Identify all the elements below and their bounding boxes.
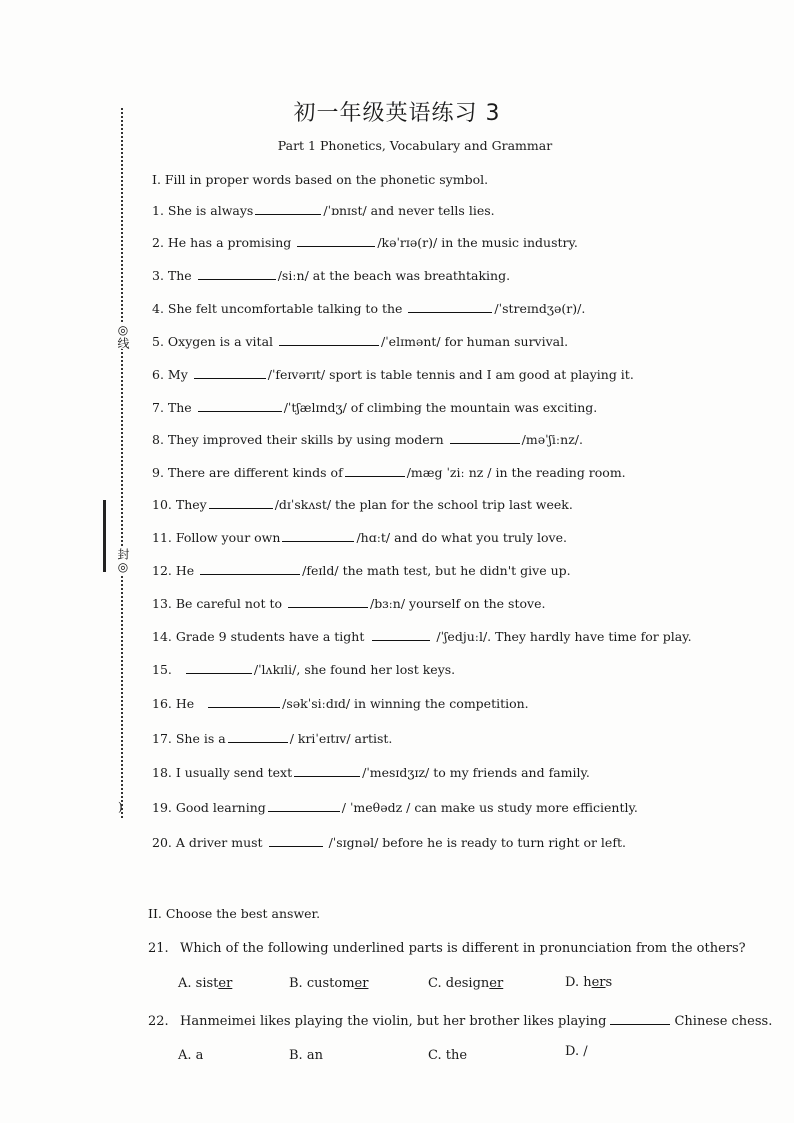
fill-item-19 <box>152 800 638 815</box>
item-prefix: 11. Follow your own <box>152 530 281 545</box>
item-suffix: /ˈɒnɪst/ and never tells lies. <box>323 203 495 218</box>
answer-blank-17[interactable] <box>228 731 288 743</box>
binding-solid-line <box>103 500 106 572</box>
question-text-end: Chinese chess. <box>674 1014 773 1029</box>
option-underlined: er <box>489 976 504 991</box>
page-subtitle: Part 1 Phonetics, Vocabulary and Grammar <box>277 138 553 153</box>
answer-blank-8[interactable] <box>450 432 520 444</box>
answer-blank-12[interactable] <box>200 563 300 575</box>
item-suffix: /ˈʃedjuːl/. They hardly have time for play. <box>436 629 692 644</box>
item-suffix: /məˈʃiːnz/. <box>521 432 583 447</box>
fill-item-11 <box>152 530 567 545</box>
section1-heading: I. Fill in proper words based on the phonetic symbol. <box>152 172 489 187</box>
answer-blank-22[interactable] <box>610 1013 670 1025</box>
item-prefix: 4. She felt uncomfortable talking to the <box>152 301 403 316</box>
option-prefix: D. h <box>565 975 592 990</box>
q21-option-c[interactable] <box>428 976 503 991</box>
answer-blank-2[interactable] <box>297 235 375 247</box>
fill-item-7 <box>152 400 597 415</box>
item-suffix: /ˈfeɪvərɪt/ sport is table tennis and I am good at playing it. <box>267 367 634 382</box>
question-text: Hanmeimei likes playing the violin, but her brother likes playing <box>180 1014 607 1029</box>
item-prefix: 6. My <box>152 367 188 382</box>
answer-blank-13[interactable] <box>288 596 368 608</box>
fill-item-14 <box>152 629 692 644</box>
item-prefix: 10. They <box>152 497 207 512</box>
item-prefix: 19. Good learning <box>152 800 266 815</box>
option-prefix: C. design <box>428 976 490 991</box>
item-suffix: /ˈtʃælɪndʒ/ of climbing the mountain was exciting. <box>283 400 598 415</box>
item-suffix: /hɑːt/ and do what you truly love. <box>356 530 567 545</box>
item-prefix: 17. She is a <box>152 731 226 746</box>
answer-blank-10[interactable] <box>209 497 273 509</box>
option-suffix: s <box>605 975 613 990</box>
answer-blank-7[interactable] <box>198 400 282 412</box>
answer-blank-14[interactable] <box>372 629 430 641</box>
item-suffix: /bɜːn/ yourself on the stove. <box>370 596 546 611</box>
question-number: 21. <box>148 941 169 956</box>
answer-blank-1[interactable] <box>255 203 321 215</box>
item-suffix: /ˈmesɪdʒɪz/ to my friends and family. <box>362 765 590 780</box>
item-prefix: 20. A driver must <box>152 835 263 850</box>
answer-blank-4[interactable] <box>408 301 492 313</box>
mcq-question-22 <box>148 1013 772 1029</box>
fill-item-1 <box>152 203 495 218</box>
item-prefix: 7. The <box>152 400 192 415</box>
item-suffix: /ˈelɪmənt/ for human survival. <box>381 334 569 349</box>
q22-option-b[interactable] <box>289 1048 323 1063</box>
option-prefix: B. an <box>289 1048 323 1063</box>
option-underlined: er <box>354 976 369 991</box>
fill-item-16 <box>152 696 529 711</box>
fill-item-2 <box>152 235 578 250</box>
item-suffix: / kriˈeɪtɪv/ artist. <box>289 731 393 746</box>
answer-blank-15[interactable] <box>186 662 252 674</box>
question-text: Which of the following underlined parts is different in pronunciation from the others? <box>180 941 746 956</box>
item-suffix: /mæg ˈziː nz / in the reading room. <box>406 465 626 480</box>
option-prefix: B. custom <box>289 976 355 991</box>
option-prefix: A. sist <box>178 976 219 991</box>
item-prefix: 9. There are different kinds of <box>152 465 343 480</box>
item-suffix: /dɪˈskʌst/ the plan for the school trip last week. <box>274 497 573 512</box>
item-prefix: 14. Grade 9 students have a tight <box>152 629 365 644</box>
fill-item-18 <box>152 765 590 780</box>
item-prefix: 18. I usually send text <box>152 765 293 780</box>
fill-item-8 <box>152 432 583 447</box>
section2-heading: II. Choose the best answer. <box>148 906 321 921</box>
answer-blank-5[interactable] <box>279 334 379 346</box>
item-suffix: /ˈlʌkɪli/, she found her lost keys. <box>253 662 456 677</box>
item-suffix: /kəˈrɪə(r)/ in the music industry. <box>377 235 578 250</box>
answer-blank-3[interactable] <box>198 268 276 280</box>
item-suffix: /ˈstreɪndʒə(r)/. <box>494 301 586 316</box>
item-prefix: 13. Be careful not to <box>152 596 283 611</box>
q22-option-d[interactable] <box>565 1044 588 1059</box>
question-number: 22. <box>148 1014 169 1029</box>
item-prefix: 2. He has a promising <box>152 235 292 250</box>
item-suffix: /səkˈsiːdɪd/ in winning the competition. <box>282 696 529 711</box>
answer-blank-9[interactable] <box>345 465 405 477</box>
fill-item-20 <box>152 835 626 850</box>
fill-item-15 <box>152 662 455 677</box>
fill-item-10 <box>152 497 573 512</box>
item-prefix: 1. She is always <box>152 203 254 218</box>
fill-item-12 <box>152 563 571 578</box>
option-underlined: er <box>218 976 233 991</box>
option-prefix: D. / <box>565 1044 588 1059</box>
q21-option-b[interactable] <box>289 976 368 991</box>
answer-blank-11[interactable] <box>282 530 354 542</box>
item-suffix: /siːn/ at the beach was breathtaking. <box>277 268 511 283</box>
item-prefix: 12. He <box>152 563 195 578</box>
q21-option-d[interactable] <box>565 975 612 990</box>
item-prefix: 8. They improved their skills by using modern <box>152 432 444 447</box>
answer-blank-20[interactable] <box>269 835 323 847</box>
mcq-question-21 <box>148 941 746 956</box>
item-prefix: 5. Oxygen is a vital <box>152 334 274 349</box>
answer-blank-18[interactable] <box>294 765 360 777</box>
q22-option-c[interactable] <box>428 1048 467 1063</box>
binding-dotted-line <box>121 108 123 818</box>
binding-label-xian: ◎线 <box>112 323 132 349</box>
fill-item-5 <box>152 334 568 349</box>
fill-item-4 <box>152 301 585 316</box>
option-underlined: er <box>591 975 606 990</box>
fill-item-17 <box>152 731 392 746</box>
fill-item-9 <box>152 465 626 480</box>
answer-blank-16[interactable] <box>208 696 280 708</box>
fill-item-13 <box>152 596 545 611</box>
option-prefix: A. a <box>178 1048 204 1063</box>
answer-blank-19[interactable] <box>268 800 340 812</box>
item-prefix: 3. The <box>152 268 192 283</box>
fill-item-6 <box>152 367 634 382</box>
q22-option-a[interactable] <box>178 1048 203 1063</box>
binding-mark: ) <box>118 800 123 814</box>
q21-option-a[interactable] <box>178 976 232 991</box>
page-title: 初一年级英语练习 3 <box>293 101 501 126</box>
fill-item-3 <box>152 268 510 283</box>
item-suffix: /ˈsɪgnəl/ before he is ready to turn right or left. <box>328 835 626 850</box>
item-prefix: 16. He <box>152 696 195 711</box>
binding-label-feng: 封◎ <box>112 548 132 574</box>
item-prefix: 15. <box>152 662 172 677</box>
answer-blank-6[interactable] <box>194 367 266 379</box>
item-suffix: / ˈmeθədz / can make us study more efficiently. <box>341 800 638 815</box>
option-prefix: C. the <box>428 1048 468 1063</box>
item-suffix: /feɪld/ the math test, but he didn't give up. <box>302 563 571 578</box>
